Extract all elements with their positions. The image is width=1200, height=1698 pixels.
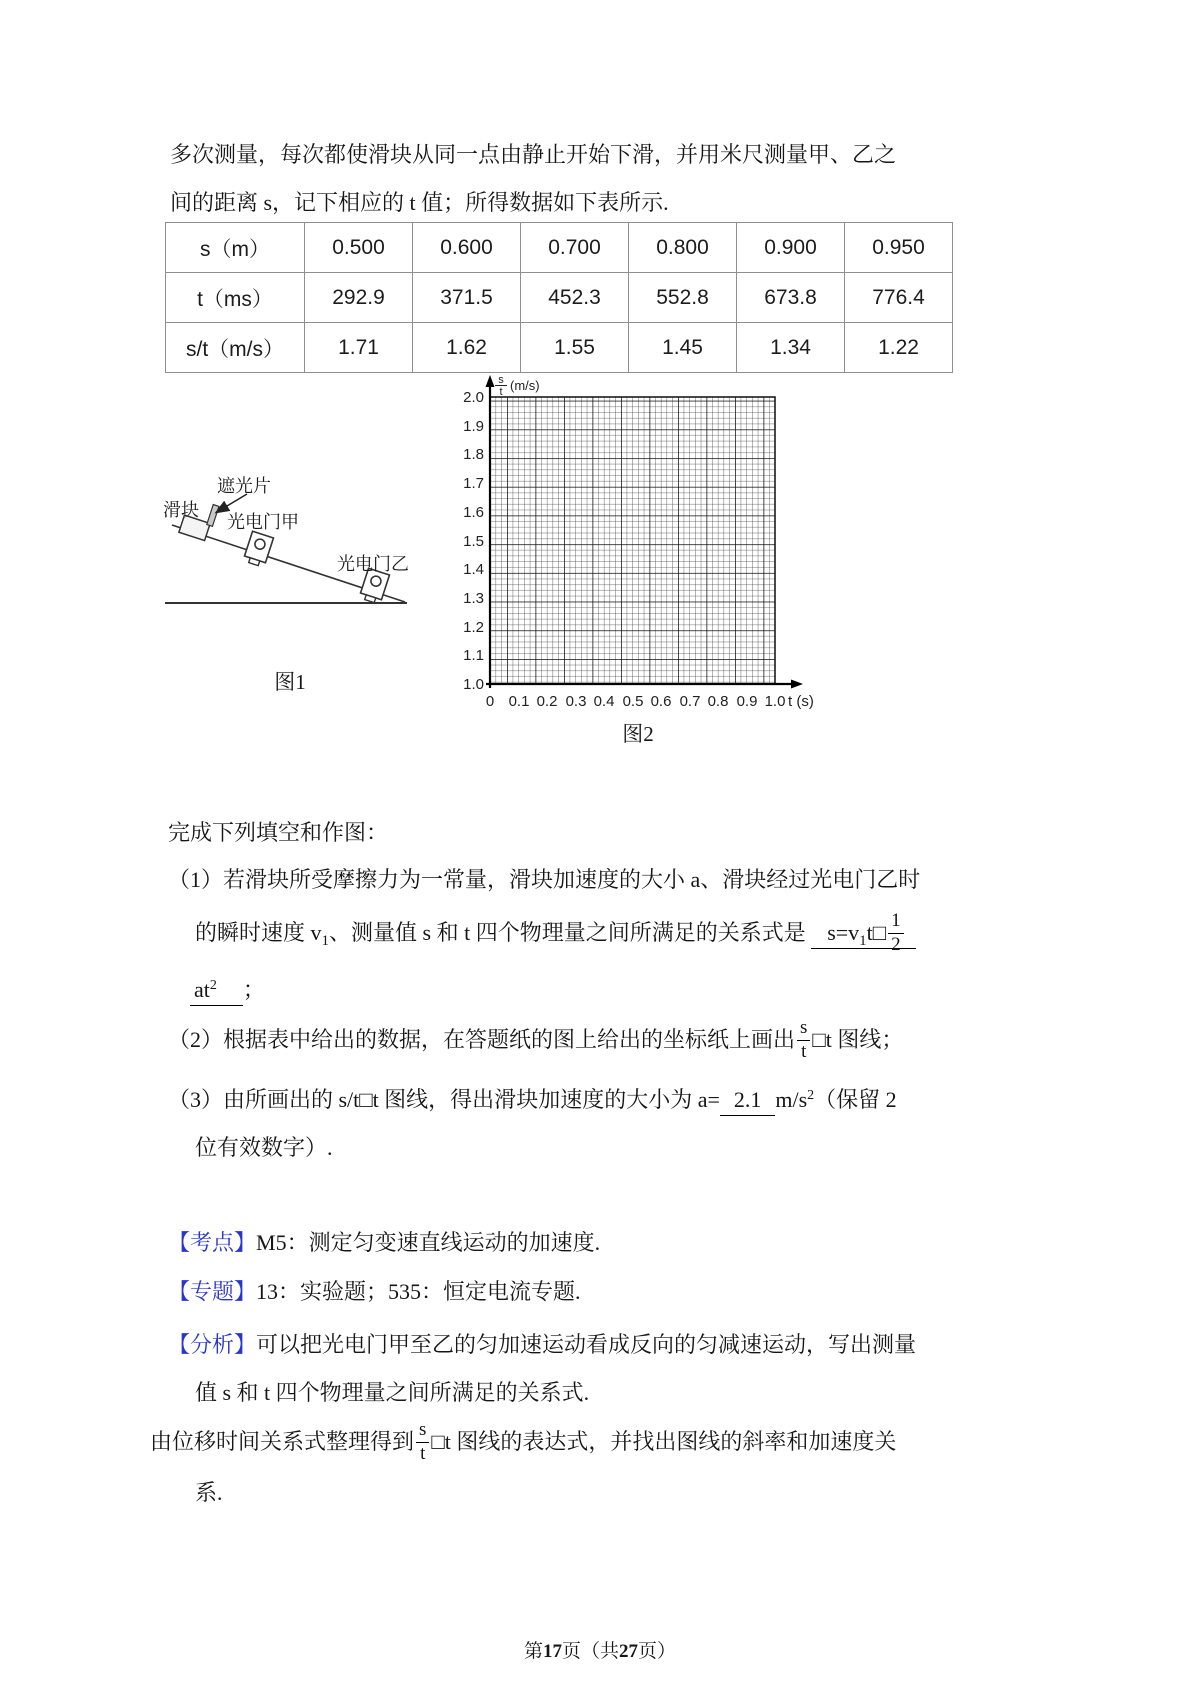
fenxi-section-line-2: 值 s 和 t 四个物理量之间所满足的关系式.: [195, 1380, 590, 1405]
table-cell: 0.800: [629, 223, 737, 273]
table-cell: 0.900: [737, 223, 845, 273]
table-cell: 1.71: [305, 323, 413, 373]
table-cell: 776.4: [845, 273, 953, 323]
slider-label: 滑块: [163, 500, 199, 520]
q2-text: （2）根据表中给出的数据，在答题纸的图上给出的坐标纸上画出: [168, 1027, 796, 1053]
q2-text: □t 图线；: [812, 1027, 904, 1053]
table-cell: 0.700: [521, 223, 629, 273]
question-3-line-1: [168, 1085, 897, 1115]
y-tick-label: 1.0: [463, 676, 484, 693]
total-pages: 27: [619, 1641, 638, 1662]
q1-subscript: 1: [321, 933, 330, 950]
question-1-line-3: [190, 975, 265, 1005]
q3-unit-superscript: 2: [807, 1088, 815, 1103]
y-axis-arrow-icon: [486, 375, 495, 387]
footer-text: 第: [523, 1641, 543, 1662]
kaodian-section: [168, 1228, 600, 1258]
intro-line-1: 多次测量，每次都使滑块从同一点由静止开始下滑，并用米尺测量甲、乙之: [170, 142, 897, 167]
analysis-text: □t 图线的表达式，并找出图线的斜率和加速度关: [431, 1429, 897, 1455]
q3-unit: m/s: [775, 1087, 808, 1112]
question-1-line-2: [195, 910, 916, 957]
q1-answer-text: at: [194, 977, 210, 1002]
x-tick-label: 0.6: [650, 693, 672, 710]
fraction-denominator: t: [420, 1442, 426, 1464]
table-cell: 1.34: [737, 323, 845, 373]
graph-paper-grid: [490, 397, 775, 684]
table-cell: 1.45: [629, 323, 737, 373]
y-tick-label: 1.2: [463, 619, 484, 636]
q1-answer-blank: [811, 910, 915, 955]
q1-text: 、测量值 s 和 t 四个物理量之间所满足的关系式是: [329, 920, 806, 946]
x-tick-label: 0.2: [536, 693, 558, 710]
analysis-derivation-line-1: [150, 1419, 897, 1466]
zhuanti-section: [168, 1277, 581, 1307]
x-tick-label: 0.8: [707, 693, 729, 710]
x-tick-label: 0.9: [736, 693, 758, 710]
zhuanti-text: 13：实验题；535：恒定电流专题.: [256, 1279, 581, 1304]
q1-answer-superscript: 2: [209, 978, 217, 993]
y-tick-label: 1.6: [463, 504, 484, 521]
table-cell: 452.3: [521, 273, 629, 323]
table-row: [166, 223, 953, 273]
one-half-fraction: [888, 911, 904, 955]
fraction-numerator: s: [797, 1018, 810, 1041]
x-tick-label: 0.7: [679, 693, 701, 710]
x-tick-label: 0.5: [622, 693, 644, 710]
x-tick-label: 0.1: [508, 693, 530, 710]
page-footer: [0, 1636, 1200, 1663]
y-axis-title-denominator: t: [499, 386, 503, 398]
table-row: [166, 323, 953, 373]
question-3-line-2: 位有效数字）.: [195, 1135, 333, 1160]
gate-b-label: 光电门乙: [337, 554, 409, 574]
photogate-a-icon: [243, 531, 274, 567]
y-tick-label: 1.8: [463, 446, 484, 463]
figure2-caption: 图2: [622, 722, 654, 746]
table-cell: 0.600: [413, 223, 521, 273]
y-axis-title-numerator: s: [498, 374, 504, 386]
kaodian-label: 【考点】: [168, 1230, 257, 1255]
y-tick-label: 1.9: [463, 418, 484, 435]
table-row: [166, 273, 953, 323]
s-over-t-fraction: [416, 1420, 429, 1464]
question-1-line-1: （1）若滑块所受摩擦力为一常量，滑块加速度的大小 a、滑块经过光电门乙时: [168, 867, 921, 892]
table-cell: 1.55: [521, 323, 629, 373]
row-header: s（m）: [166, 223, 305, 273]
blade-pointer-arrow: [217, 494, 247, 512]
y-axis-title-unit: (m/s): [510, 378, 540, 393]
table-cell: 1.62: [413, 323, 521, 373]
grid-chart: [450, 372, 830, 718]
question-2: [168, 1017, 904, 1064]
table-cell: 673.8: [737, 273, 845, 323]
fraction-denominator: t: [801, 1040, 807, 1062]
fenxi-label: 【分析】: [168, 1332, 257, 1357]
x-axis-unit: t (s): [788, 693, 814, 710]
table-cell: 0.950: [845, 223, 953, 273]
fraction-numerator: s: [416, 1420, 429, 1443]
y-tick-label: 2.0: [463, 389, 484, 406]
intro-line-2: 间的距离 s，记下相应的 t 值；所得数据如下表所示.: [170, 190, 669, 215]
x-tick-label: 1.0: [764, 693, 786, 710]
q1-answer-subscript: 1: [859, 933, 867, 950]
analysis-derivation-line-2: 系.: [195, 1480, 223, 1505]
figure1-caption: 图1: [274, 670, 306, 694]
q1-text: 的瞬时速度 v: [195, 920, 322, 946]
x-tick-label: 0: [485, 693, 495, 710]
y-tick-label: 1.3: [463, 590, 484, 607]
incline-diagram: [155, 452, 475, 687]
q3-text: （保留 2: [814, 1087, 897, 1112]
blade-label: 遮光片: [217, 476, 271, 496]
row-header: t（ms）: [166, 273, 305, 323]
q3-text: （3）由所画出的 s/t□t 图线，得出滑块加速度的大小为 a=: [168, 1087, 720, 1112]
table-cell: 552.8: [629, 273, 737, 323]
fraction-numerator: 1: [888, 911, 904, 934]
zhuanti-label: 【专题】: [168, 1279, 257, 1304]
row-header: s/t（m/s）: [166, 323, 305, 373]
y-tick-label: 1.4: [463, 561, 484, 578]
s-over-t-fraction: [797, 1018, 810, 1062]
data-table: [165, 222, 953, 373]
x-axis-arrow-icon: [791, 680, 803, 689]
q1-tail: ；: [242, 977, 265, 1002]
footer-text: 页）: [638, 1641, 677, 1662]
y-tick-label: 1.1: [463, 647, 484, 664]
x-tick-label: 0.4: [593, 693, 615, 710]
fenxi-text: 可以把光电门甲至乙的匀加速运动看成反向的匀减速运动，写出测量: [256, 1332, 917, 1357]
y-tick-label: 1.7: [463, 475, 484, 492]
fraction-denominator: 2: [891, 933, 901, 955]
gate-a-label: 光电门甲: [227, 512, 299, 532]
kaodian-text: M5：测定匀变速直线运动的加速度.: [256, 1230, 601, 1255]
x-tick-label: 0.3: [565, 693, 587, 710]
table-cell: 292.9: [305, 273, 413, 323]
blade-shape: [207, 505, 219, 527]
footer-text: 页（共: [561, 1641, 619, 1662]
fenxi-section-line-1: [168, 1330, 916, 1360]
table-cell: 1.22: [845, 323, 953, 373]
page-number: 17: [542, 1641, 562, 1662]
q1-answer-text: s=v: [827, 920, 860, 946]
analysis-text: 由位移时间关系式整理得到: [150, 1429, 415, 1455]
table-cell: 0.500: [305, 223, 413, 273]
y-tick-label: 1.5: [463, 533, 484, 550]
q3-answer-blank: 2.1: [720, 1087, 776, 1116]
q1-answer-text: t□: [866, 920, 887, 946]
q1-answer-blank-continued: [190, 977, 243, 1006]
completion-heading: 完成下列填空和作图：: [168, 820, 389, 845]
table-cell: 371.5: [413, 273, 521, 323]
